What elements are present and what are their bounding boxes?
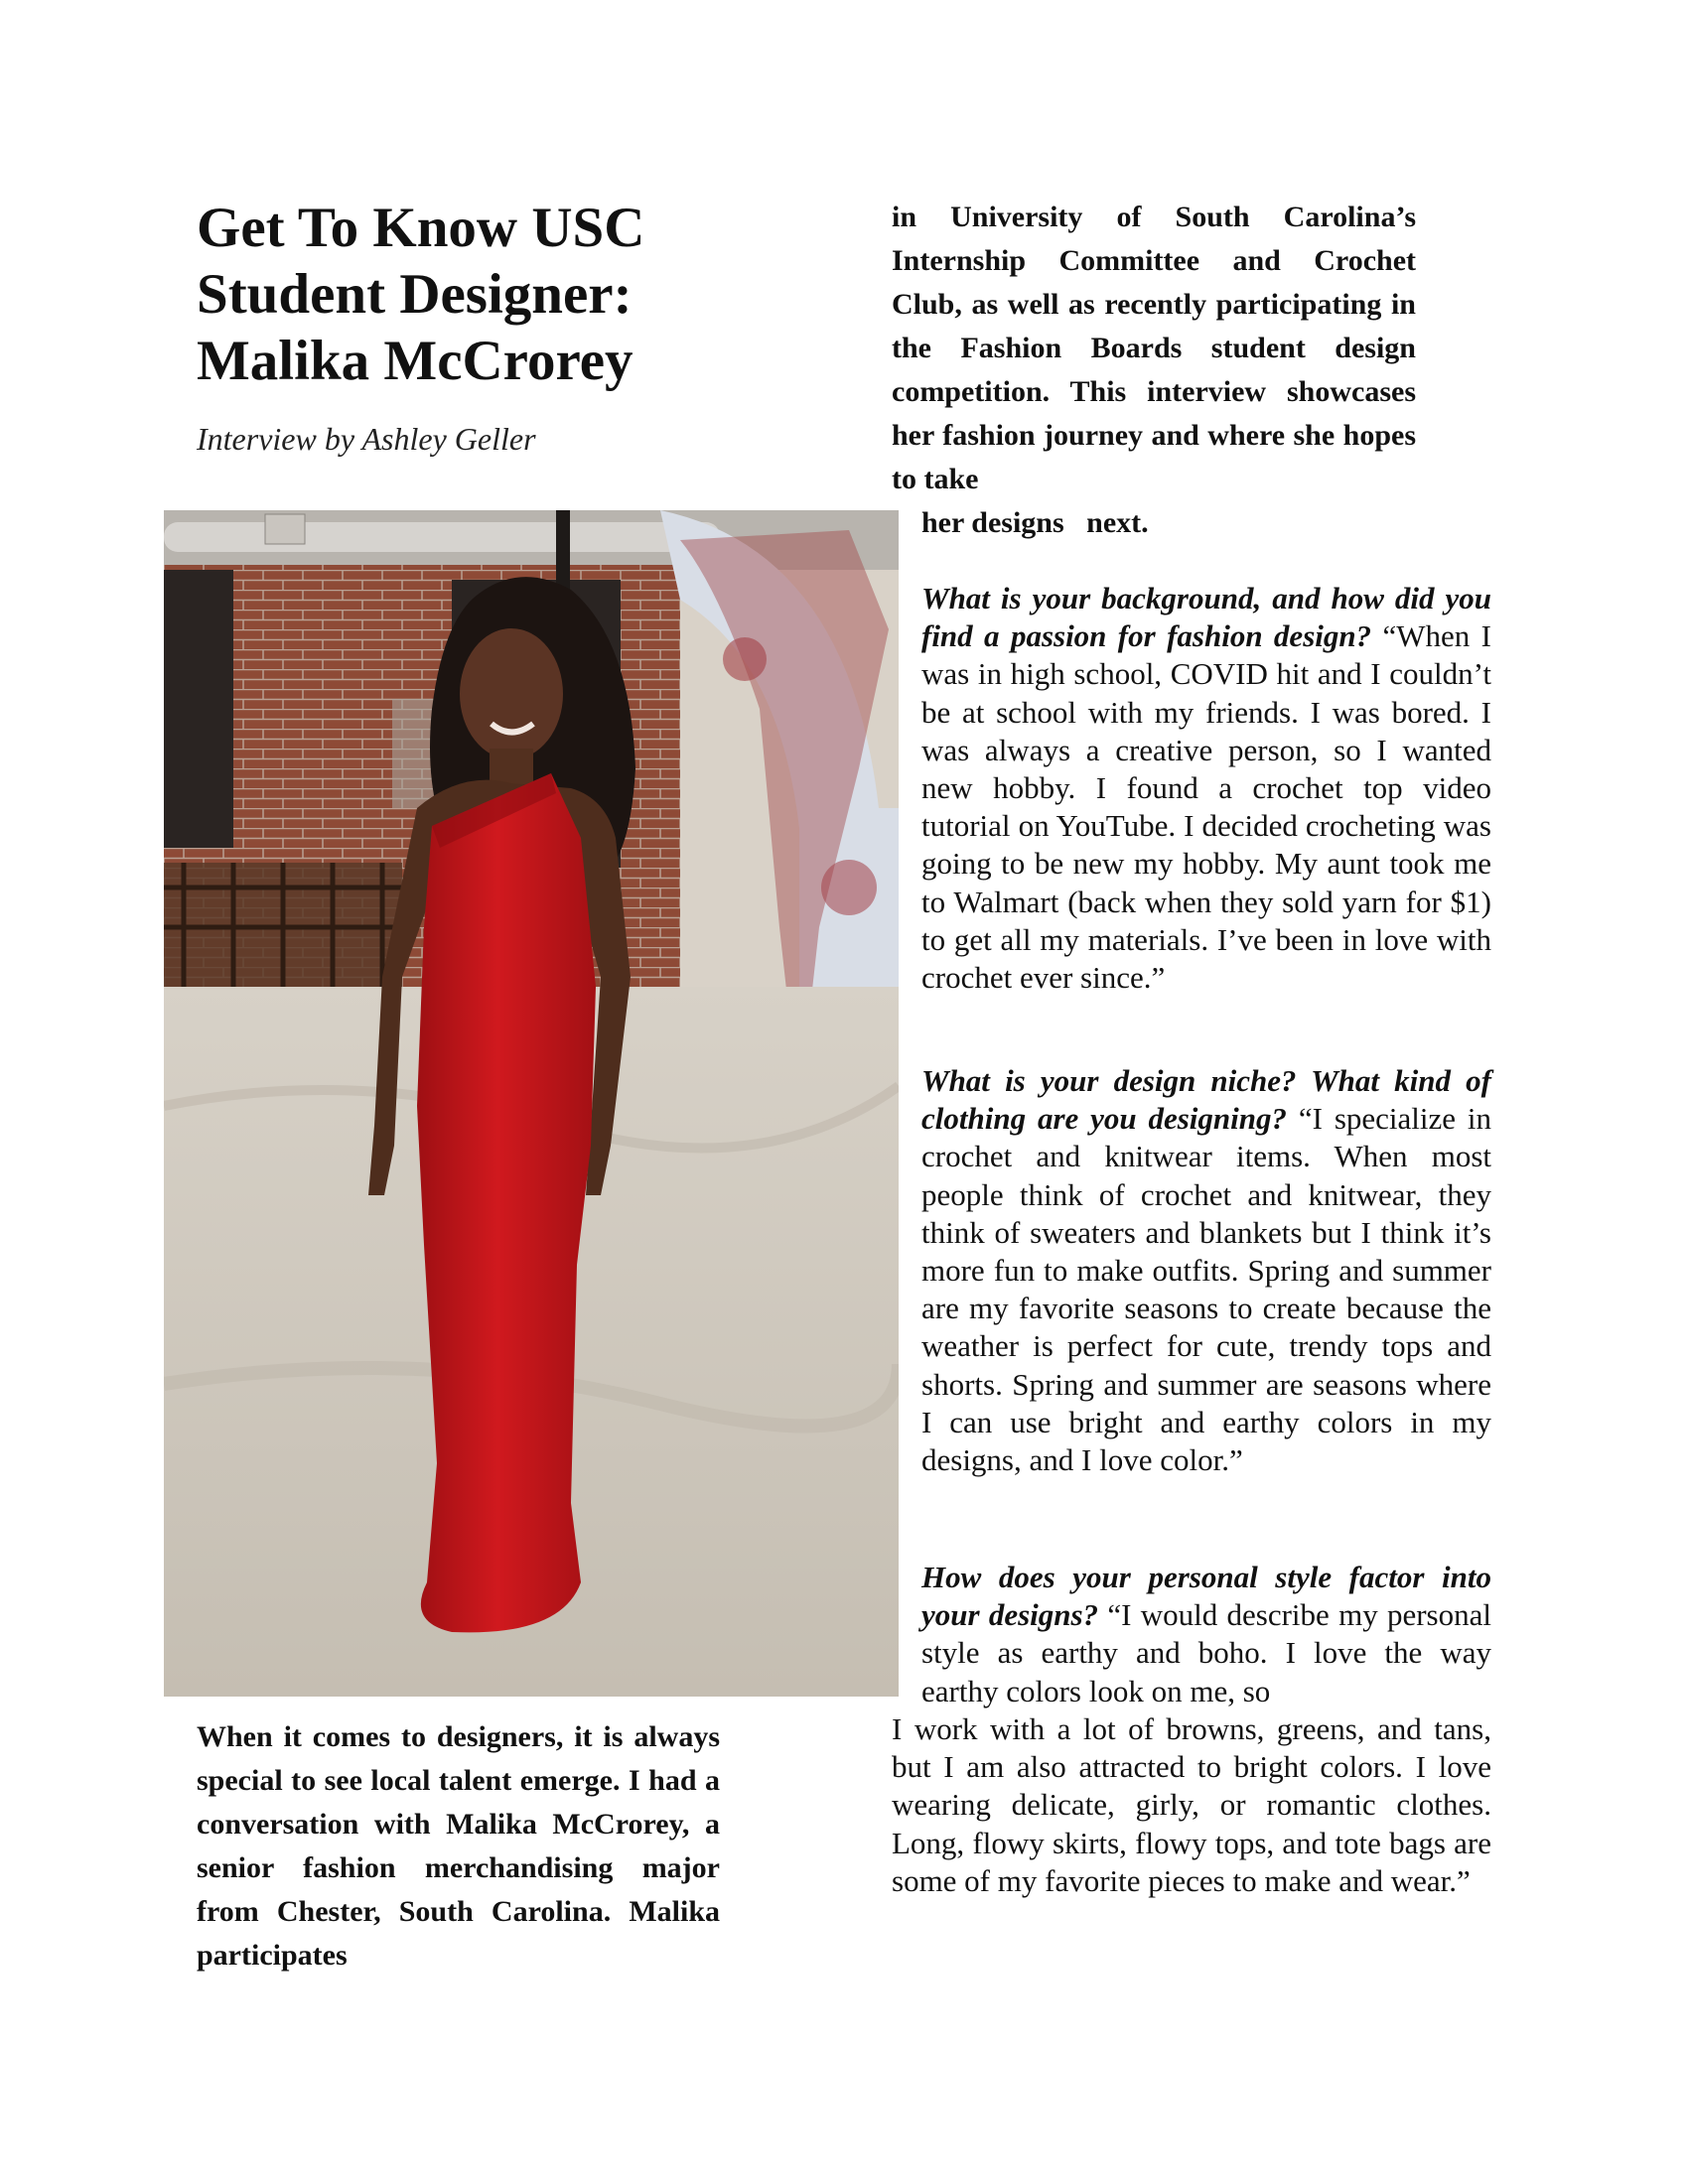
- qa-block-1: [921, 580, 1491, 997]
- photo-illustration: [164, 510, 899, 1697]
- title-line-2: Student Designer:: [197, 263, 633, 326]
- intro-paragraph-right: in University of South Carolina’s Internship Committee and Crochet Club, as well as recently participating in the Fashion Boards student design competition. This interview showcases her fashion journey and where she hopes to take: [892, 201, 1416, 495]
- byline: Interview by Ashley Geller: [197, 421, 536, 457]
- question-2: What is your design niche? What kind of clothing are you designing?: [921, 1063, 1491, 1137]
- qa-block-2: [921, 1062, 1491, 1479]
- answer-3-part-1: “I would describe my personal style as earthy and boho. I love the way earthy colors look on me, so: [921, 1597, 1491, 1708]
- designer-photo: [164, 510, 899, 1697]
- answer-1: “When I was in high school, COVID hit and I couldn’t be at school with my friends. I was bored. I was always a creative person, so I wanted new hobby. I found a crochet top video tutorial on YouTube. I decided crocheting was going to be new my hobby. My aunt took me to Walmart (back when they sold yarn for $1) to get all my materials. I’ve been in love with crochet ever since.”: [921, 618, 1491, 996]
- question-3: How does your personal style factor into your designs?: [921, 1560, 1491, 1633]
- intro-paragraph-left: When it comes to designers, it is always special to see local talent emerge. I had a conversation with Malika McCrorey, a senior fashion merchandising major from Chester, South Carolina. Malika participates: [197, 1720, 720, 1972]
- article-title: [197, 195, 753, 394]
- question-1: What is your background, and how did you find a passion for fashion design?: [921, 581, 1491, 654]
- answer-2: “I specialize in crochet and knitwear items. When most people think of crochet and knitwear, they think of sweaters and blankets but I think it’s more fun to make outfits. Spring and summer are my favorite seasons to create because the weather is perfect for cute, trendy tops and shorts. Spring and summer are seasons where I can use bright and earthy colors in my designs, and I love color.”: [921, 1101, 1491, 1478]
- title-line-1: Get To Know USC: [197, 197, 645, 259]
- title-line-3: Malika McCrorey: [197, 330, 633, 392]
- qa-block-3: [921, 1559, 1491, 1710]
- intro-paragraph-tail: her designs next.: [921, 506, 1149, 539]
- answer-3-part-2: I work with a lot of browns, greens, and tans, but I am also attracted to bright colors. I love wearing delicate, girly, or romantic clothes. Long, flowy skirts, flowy tops, and tote bags are some of my favorite pieces to make and wear.”: [892, 1711, 1491, 1898]
